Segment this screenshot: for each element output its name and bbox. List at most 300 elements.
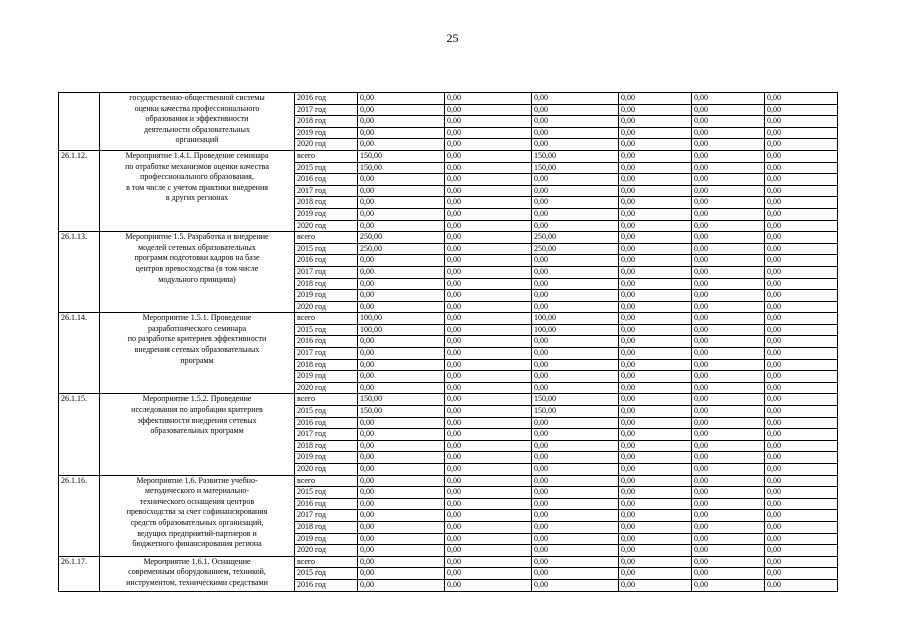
amount-cell: 0,00 bbox=[532, 208, 619, 220]
amount-cell: 0,00 bbox=[358, 545, 445, 557]
amount-cell: 0,00 bbox=[765, 185, 838, 197]
amount-cell: 0,00 bbox=[445, 382, 532, 394]
period-cell: 2017 год bbox=[295, 510, 358, 522]
amount-cell: 100,00 bbox=[532, 324, 619, 336]
description-line: ведущих предприятий-партнеров и bbox=[137, 528, 257, 538]
amount-cell: 0,00 bbox=[619, 150, 692, 162]
description-line: модульного принципа) bbox=[158, 274, 236, 284]
amount-cell: 0,00 bbox=[445, 208, 532, 220]
amount-cell: 0,00 bbox=[765, 440, 838, 452]
description-line: современным оборудованием, техникой, bbox=[128, 567, 266, 577]
amount-cell: 0,00 bbox=[619, 429, 692, 441]
amount-cell: 0,00 bbox=[619, 568, 692, 580]
page-number: 25 bbox=[446, 31, 459, 45]
amount-cell: 0,00 bbox=[445, 417, 532, 429]
amount-cell: 0,00 bbox=[692, 232, 765, 244]
table-row bbox=[59, 556, 838, 568]
amount-cell: 0,00 bbox=[532, 579, 619, 591]
amount-cell: 0,00 bbox=[765, 406, 838, 418]
amount-cell: 0,00 bbox=[445, 162, 532, 174]
amount-cell: 0,00 bbox=[445, 545, 532, 557]
amount-cell: 0,00 bbox=[532, 417, 619, 429]
amount-cell: 0,00 bbox=[358, 382, 445, 394]
amount-cell: 0,00 bbox=[445, 475, 532, 487]
period-cell: 2016 год bbox=[295, 255, 358, 267]
amount-cell: 0,00 bbox=[765, 348, 838, 360]
amount-cell: 0,00 bbox=[445, 127, 532, 139]
description-line: бюджетного финансирования региона bbox=[132, 539, 262, 549]
period-cell: 2019 год bbox=[295, 127, 358, 139]
period-cell: 2016 год bbox=[295, 579, 358, 591]
amount-cell: 0,00 bbox=[692, 568, 765, 580]
amount-cell: 0,00 bbox=[692, 220, 765, 232]
amount-cell: 0,00 bbox=[692, 348, 765, 360]
amount-cell: 0,00 bbox=[692, 313, 765, 325]
table-row bbox=[59, 150, 838, 162]
amount-cell: 0,00 bbox=[692, 197, 765, 209]
amount-cell: 0,00 bbox=[445, 521, 532, 533]
item-description bbox=[100, 313, 295, 394]
item-description bbox=[100, 475, 295, 556]
item-code: 26.1.13. bbox=[59, 232, 100, 313]
amount-cell: 0,00 bbox=[532, 521, 619, 533]
amount-cell: 0,00 bbox=[692, 324, 765, 336]
description-line: средств образовательных организаций, bbox=[130, 517, 264, 527]
amount-cell: 0,00 bbox=[445, 278, 532, 290]
description-line: технического оснащения центров bbox=[139, 496, 255, 506]
description-line: государственно-общественной системы bbox=[129, 93, 265, 102]
period-cell: 2016 год bbox=[295, 498, 358, 510]
period-cell: 2018 год bbox=[295, 197, 358, 209]
amount-cell: 0,00 bbox=[358, 464, 445, 476]
amount-cell: 0,00 bbox=[765, 127, 838, 139]
amount-cell: 0,00 bbox=[619, 255, 692, 267]
amount-cell: 0,00 bbox=[358, 116, 445, 128]
period-cell: 2020 год bbox=[295, 382, 358, 394]
amount-cell: 0,00 bbox=[358, 266, 445, 278]
amount-cell: 0,00 bbox=[445, 290, 532, 302]
amount-cell: 0,00 bbox=[532, 93, 619, 105]
description-line: Мероприятие 1.5.1. Проведение bbox=[142, 313, 252, 323]
description-line: центров превосходства (в том числе bbox=[135, 263, 259, 273]
amount-cell: 0,00 bbox=[358, 197, 445, 209]
amount-cell: 0,00 bbox=[619, 336, 692, 348]
amount-cell: 0,00 bbox=[445, 568, 532, 580]
amount-cell: 0,00 bbox=[619, 174, 692, 186]
description-line: Мероприятие 1.5.2. Проведение bbox=[142, 394, 252, 404]
amount-cell: 0,00 bbox=[619, 162, 692, 174]
amount-cell: 250,00 bbox=[532, 232, 619, 244]
amount-cell: 0,00 bbox=[445, 440, 532, 452]
description-line: в других регионах bbox=[165, 193, 229, 203]
amount-cell: 0,00 bbox=[358, 278, 445, 290]
amount-cell: 0,00 bbox=[445, 510, 532, 522]
period-cell: 2019 год bbox=[295, 533, 358, 545]
item-code: 26.1.15. bbox=[59, 394, 100, 475]
amount-cell: 0,00 bbox=[619, 394, 692, 406]
amount-cell: 0,00 bbox=[692, 336, 765, 348]
description-line: Мероприятие 1.5. Разработка и внедрение bbox=[125, 232, 269, 242]
period-cell: 2016 год bbox=[295, 174, 358, 186]
amount-cell: 0,00 bbox=[765, 232, 838, 244]
amount-cell: 0,00 bbox=[765, 521, 838, 533]
table-row bbox=[59, 93, 838, 105]
amount-cell: 0,00 bbox=[619, 498, 692, 510]
amount-cell: 100,00 bbox=[358, 324, 445, 336]
amount-cell: 0,00 bbox=[692, 417, 765, 429]
amount-cell: 0,00 bbox=[619, 301, 692, 313]
item-code: 26.1.16. bbox=[59, 475, 100, 556]
amount-cell: 0,00 bbox=[445, 220, 532, 232]
amount-cell: 0,00 bbox=[358, 556, 445, 568]
amount-cell: 0,00 bbox=[532, 452, 619, 464]
amount-cell: 0,00 bbox=[358, 127, 445, 139]
amount-cell: 0,00 bbox=[619, 371, 692, 383]
period-cell: всего bbox=[295, 232, 358, 244]
description-line: превосходства за счет софинансирования bbox=[126, 507, 268, 517]
amount-cell: 0,00 bbox=[445, 266, 532, 278]
amount-cell: 0,00 bbox=[358, 521, 445, 533]
amount-cell: 0,00 bbox=[532, 371, 619, 383]
period-cell: 2018 год bbox=[295, 521, 358, 533]
amount-cell: 0,00 bbox=[619, 116, 692, 128]
amount-cell: 0,00 bbox=[445, 487, 532, 499]
amount-cell: 250,00 bbox=[358, 243, 445, 255]
amount-cell: 0,00 bbox=[358, 533, 445, 545]
amount-cell: 0,00 bbox=[532, 127, 619, 139]
amount-cell: 0,00 bbox=[445, 93, 532, 105]
amount-cell: 0,00 bbox=[619, 556, 692, 568]
amount-cell: 0,00 bbox=[445, 464, 532, 476]
amount-cell: 150,00 bbox=[532, 162, 619, 174]
amount-cell: 0,00 bbox=[619, 579, 692, 591]
period-cell: 2017 год bbox=[295, 104, 358, 116]
item-code: 26.1.17. bbox=[59, 556, 100, 591]
amount-cell: 0,00 bbox=[619, 243, 692, 255]
period-cell: всего bbox=[295, 150, 358, 162]
amount-cell: 0,00 bbox=[692, 139, 765, 151]
amount-cell: 0,00 bbox=[445, 579, 532, 591]
amount-cell: 100,00 bbox=[358, 313, 445, 325]
amount-cell: 0,00 bbox=[358, 510, 445, 522]
amount-cell: 0,00 bbox=[765, 220, 838, 232]
amount-cell: 0,00 bbox=[445, 150, 532, 162]
amount-cell: 0,00 bbox=[445, 406, 532, 418]
period-cell: 2016 год bbox=[295, 417, 358, 429]
amount-cell: 0,00 bbox=[765, 487, 838, 499]
description-line: профессионального образования, bbox=[140, 172, 254, 182]
period-cell: 2020 год bbox=[295, 545, 358, 557]
amount-cell: 0,00 bbox=[358, 371, 445, 383]
description-line: по отработке механизмов оценки качества bbox=[125, 161, 269, 171]
amount-cell: 0,00 bbox=[358, 220, 445, 232]
description-line: оценки качества профессионального bbox=[134, 103, 260, 113]
amount-cell: 0,00 bbox=[619, 313, 692, 325]
budget-table bbox=[58, 92, 838, 592]
period-cell: 2018 год bbox=[295, 440, 358, 452]
period-cell: всего bbox=[295, 313, 358, 325]
amount-cell: 0,00 bbox=[692, 382, 765, 394]
amount-cell: 0,00 bbox=[445, 394, 532, 406]
amount-cell: 0,00 bbox=[532, 348, 619, 360]
amount-cell: 0,00 bbox=[692, 185, 765, 197]
period-cell: 2017 год bbox=[295, 429, 358, 441]
amount-cell: 0,00 bbox=[692, 162, 765, 174]
amount-cell: 0,00 bbox=[532, 197, 619, 209]
amount-cell: 0,00 bbox=[532, 533, 619, 545]
table-row bbox=[59, 394, 838, 406]
amount-cell: 0,00 bbox=[445, 336, 532, 348]
period-cell: 2017 год bbox=[295, 266, 358, 278]
amount-cell: 0,00 bbox=[765, 93, 838, 105]
amount-cell: 0,00 bbox=[532, 556, 619, 568]
amount-cell: 0,00 bbox=[619, 510, 692, 522]
period-cell: 2019 год bbox=[295, 452, 358, 464]
period-cell: 2017 год bbox=[295, 185, 358, 197]
description-line: исследования по апробации критериев bbox=[131, 405, 263, 415]
table-row bbox=[59, 313, 838, 325]
amount-cell: 0,00 bbox=[765, 139, 838, 151]
amount-cell: 0,00 bbox=[532, 440, 619, 452]
amount-cell: 0,00 bbox=[692, 406, 765, 418]
amount-cell: 0,00 bbox=[692, 521, 765, 533]
amount-cell: 0,00 bbox=[532, 429, 619, 441]
amount-cell: 0,00 bbox=[445, 174, 532, 186]
period-cell: 2020 год bbox=[295, 220, 358, 232]
amount-cell: 0,00 bbox=[692, 533, 765, 545]
amount-cell: 0,00 bbox=[765, 313, 838, 325]
amount-cell: 0,00 bbox=[765, 255, 838, 267]
table-row bbox=[59, 232, 838, 244]
amount-cell: 0,00 bbox=[358, 290, 445, 302]
amount-cell: 0,00 bbox=[692, 487, 765, 499]
amount-cell: 0,00 bbox=[445, 556, 532, 568]
description-line: деятельности образовательных bbox=[144, 124, 250, 134]
amount-cell: 0,00 bbox=[692, 545, 765, 557]
amount-cell: 0,00 bbox=[358, 498, 445, 510]
amount-cell: 150,00 bbox=[358, 150, 445, 162]
amount-cell: 0,00 bbox=[765, 162, 838, 174]
amount-cell: 0,00 bbox=[692, 371, 765, 383]
amount-cell: 0,00 bbox=[765, 510, 838, 522]
amount-cell: 0,00 bbox=[532, 568, 619, 580]
amount-cell: 0,00 bbox=[692, 150, 765, 162]
amount-cell: 0,00 bbox=[692, 452, 765, 464]
amount-cell: 150,00 bbox=[532, 394, 619, 406]
amount-cell: 0,00 bbox=[765, 336, 838, 348]
amount-cell: 0,00 bbox=[532, 220, 619, 232]
amount-cell: 0,00 bbox=[445, 452, 532, 464]
amount-cell: 0,00 bbox=[619, 232, 692, 244]
amount-cell: 0,00 bbox=[445, 139, 532, 151]
description-line: Мероприятие 1.6.1. Оснащение bbox=[143, 556, 251, 566]
amount-cell: 0,00 bbox=[619, 127, 692, 139]
amount-cell: 0,00 bbox=[358, 255, 445, 267]
description-line: программ bbox=[180, 355, 214, 365]
amount-cell: 0,00 bbox=[619, 104, 692, 116]
amount-cell: 0,00 bbox=[358, 336, 445, 348]
amount-cell: 150,00 bbox=[358, 406, 445, 418]
period-cell: 2019 год bbox=[295, 290, 358, 302]
amount-cell: 0,00 bbox=[358, 440, 445, 452]
amount-cell: 0,00 bbox=[445, 243, 532, 255]
amount-cell: 0,00 bbox=[532, 116, 619, 128]
amount-cell: 0,00 bbox=[692, 498, 765, 510]
amount-cell: 0,00 bbox=[358, 208, 445, 220]
description-line: Мероприятие 1.6. Развитие учебно- bbox=[136, 475, 258, 485]
amount-cell: 150,00 bbox=[532, 150, 619, 162]
amount-cell: 0,00 bbox=[692, 174, 765, 186]
amount-cell: 0,00 bbox=[765, 290, 838, 302]
amount-cell: 0,00 bbox=[765, 556, 838, 568]
amount-cell: 0,00 bbox=[619, 487, 692, 499]
period-cell: всего bbox=[295, 394, 358, 406]
description-line: эффективности внедрения сетевых bbox=[137, 415, 257, 425]
amount-cell: 0,00 bbox=[619, 139, 692, 151]
amount-cell: 0,00 bbox=[765, 301, 838, 313]
amount-cell: 0,00 bbox=[445, 197, 532, 209]
amount-cell: 0,00 bbox=[358, 359, 445, 371]
amount-cell: 0,00 bbox=[619, 208, 692, 220]
amount-cell: 0,00 bbox=[619, 440, 692, 452]
amount-cell: 0,00 bbox=[692, 208, 765, 220]
amount-cell: 0,00 bbox=[692, 359, 765, 371]
amount-cell: 0,00 bbox=[445, 255, 532, 267]
amount-cell: 0,00 bbox=[358, 475, 445, 487]
description-line: в том числе с учетом практики внедрения bbox=[126, 182, 268, 192]
description-line: по разработке критериев эффективности bbox=[127, 334, 267, 344]
budget-table-body bbox=[59, 93, 838, 592]
amount-cell: 0,00 bbox=[765, 464, 838, 476]
amount-cell: 0,00 bbox=[692, 464, 765, 476]
amount-cell: 0,00 bbox=[532, 104, 619, 116]
item-description bbox=[100, 394, 295, 475]
period-cell: 2018 год bbox=[295, 116, 358, 128]
amount-cell: 0,00 bbox=[692, 301, 765, 313]
amount-cell: 0,00 bbox=[358, 139, 445, 151]
amount-cell: 0,00 bbox=[692, 579, 765, 591]
amount-cell: 0,00 bbox=[445, 324, 532, 336]
description-line: Мероприятие 1.4.1. Проведение семинара bbox=[125, 150, 269, 160]
description-line: образования и эффективности bbox=[145, 114, 249, 124]
amount-cell: 0,00 bbox=[692, 266, 765, 278]
item-code bbox=[59, 93, 100, 151]
amount-cell: 0,00 bbox=[358, 417, 445, 429]
amount-cell: 0,00 bbox=[765, 382, 838, 394]
amount-cell: 0,00 bbox=[532, 278, 619, 290]
amount-cell: 0,00 bbox=[532, 336, 619, 348]
amount-cell: 0,00 bbox=[619, 220, 692, 232]
amount-cell: 250,00 bbox=[532, 243, 619, 255]
amount-cell: 0,00 bbox=[532, 510, 619, 522]
amount-cell: 0,00 bbox=[532, 290, 619, 302]
amount-cell: 0,00 bbox=[532, 382, 619, 394]
amount-cell: 0,00 bbox=[532, 174, 619, 186]
amount-cell: 0,00 bbox=[765, 174, 838, 186]
period-cell: 2018 год bbox=[295, 359, 358, 371]
description-line: организаций bbox=[175, 135, 219, 145]
table-row bbox=[59, 475, 838, 487]
amount-cell: 0,00 bbox=[619, 324, 692, 336]
amount-cell: 0,00 bbox=[619, 475, 692, 487]
amount-cell: 0,00 bbox=[619, 266, 692, 278]
amount-cell: 0,00 bbox=[765, 116, 838, 128]
amount-cell: 0,00 bbox=[358, 185, 445, 197]
amount-cell: 250,00 bbox=[358, 232, 445, 244]
amount-cell: 0,00 bbox=[765, 394, 838, 406]
amount-cell: 0,00 bbox=[532, 266, 619, 278]
amount-cell: 0,00 bbox=[445, 371, 532, 383]
amount-cell: 0,00 bbox=[358, 579, 445, 591]
period-cell: 2015 год bbox=[295, 243, 358, 255]
amount-cell: 0,00 bbox=[692, 278, 765, 290]
period-cell: 2015 год bbox=[295, 487, 358, 499]
amount-cell: 0,00 bbox=[532, 359, 619, 371]
amount-cell: 0,00 bbox=[765, 324, 838, 336]
amount-cell: 0,00 bbox=[692, 510, 765, 522]
amount-cell: 0,00 bbox=[692, 290, 765, 302]
amount-cell: 0,00 bbox=[765, 266, 838, 278]
description-line: моделей сетевых образовательных bbox=[138, 242, 256, 252]
item-description bbox=[100, 556, 295, 591]
amount-cell: 150,00 bbox=[358, 162, 445, 174]
item-description bbox=[100, 232, 295, 313]
amount-cell: 0,00 bbox=[445, 348, 532, 360]
amount-cell: 0,00 bbox=[532, 498, 619, 510]
amount-cell: 150,00 bbox=[358, 394, 445, 406]
amount-cell: 0,00 bbox=[765, 208, 838, 220]
amount-cell: 0,00 bbox=[619, 93, 692, 105]
description-line: образовательных программ bbox=[150, 426, 244, 436]
amount-cell: 0,00 bbox=[445, 185, 532, 197]
amount-cell: 0,00 bbox=[445, 232, 532, 244]
period-cell: всего bbox=[295, 556, 358, 568]
amount-cell: 0,00 bbox=[619, 197, 692, 209]
amount-cell: 0,00 bbox=[619, 417, 692, 429]
amount-cell: 0,00 bbox=[532, 464, 619, 476]
item-description bbox=[100, 93, 295, 151]
period-cell: 2019 год bbox=[295, 208, 358, 220]
amount-cell: 0,00 bbox=[358, 104, 445, 116]
amount-cell: 0,00 bbox=[619, 382, 692, 394]
period-cell: 2015 год bbox=[295, 162, 358, 174]
amount-cell: 0,00 bbox=[619, 545, 692, 557]
amount-cell: 0,00 bbox=[445, 533, 532, 545]
item-description bbox=[100, 150, 295, 231]
period-cell: 2015 год bbox=[295, 568, 358, 580]
item-code: 26.1.12. bbox=[59, 150, 100, 231]
amount-cell: 0,00 bbox=[358, 487, 445, 499]
amount-cell: 0,00 bbox=[765, 475, 838, 487]
amount-cell: 0,00 bbox=[358, 348, 445, 360]
amount-cell: 0,00 bbox=[765, 197, 838, 209]
amount-cell: 0,00 bbox=[532, 487, 619, 499]
amount-cell: 0,00 bbox=[358, 429, 445, 441]
amount-cell: 0,00 bbox=[619, 185, 692, 197]
amount-cell: 150,00 bbox=[532, 406, 619, 418]
amount-cell: 0,00 bbox=[358, 93, 445, 105]
amount-cell: 0,00 bbox=[692, 394, 765, 406]
amount-cell: 0,00 bbox=[765, 278, 838, 290]
amount-cell: 0,00 bbox=[445, 359, 532, 371]
amount-cell: 0,00 bbox=[532, 475, 619, 487]
amount-cell: 0,00 bbox=[445, 498, 532, 510]
amount-cell: 0,00 bbox=[692, 104, 765, 116]
amount-cell: 0,00 bbox=[765, 568, 838, 580]
amount-cell: 0,00 bbox=[532, 139, 619, 151]
amount-cell: 0,00 bbox=[692, 429, 765, 441]
amount-cell: 0,00 bbox=[445, 116, 532, 128]
